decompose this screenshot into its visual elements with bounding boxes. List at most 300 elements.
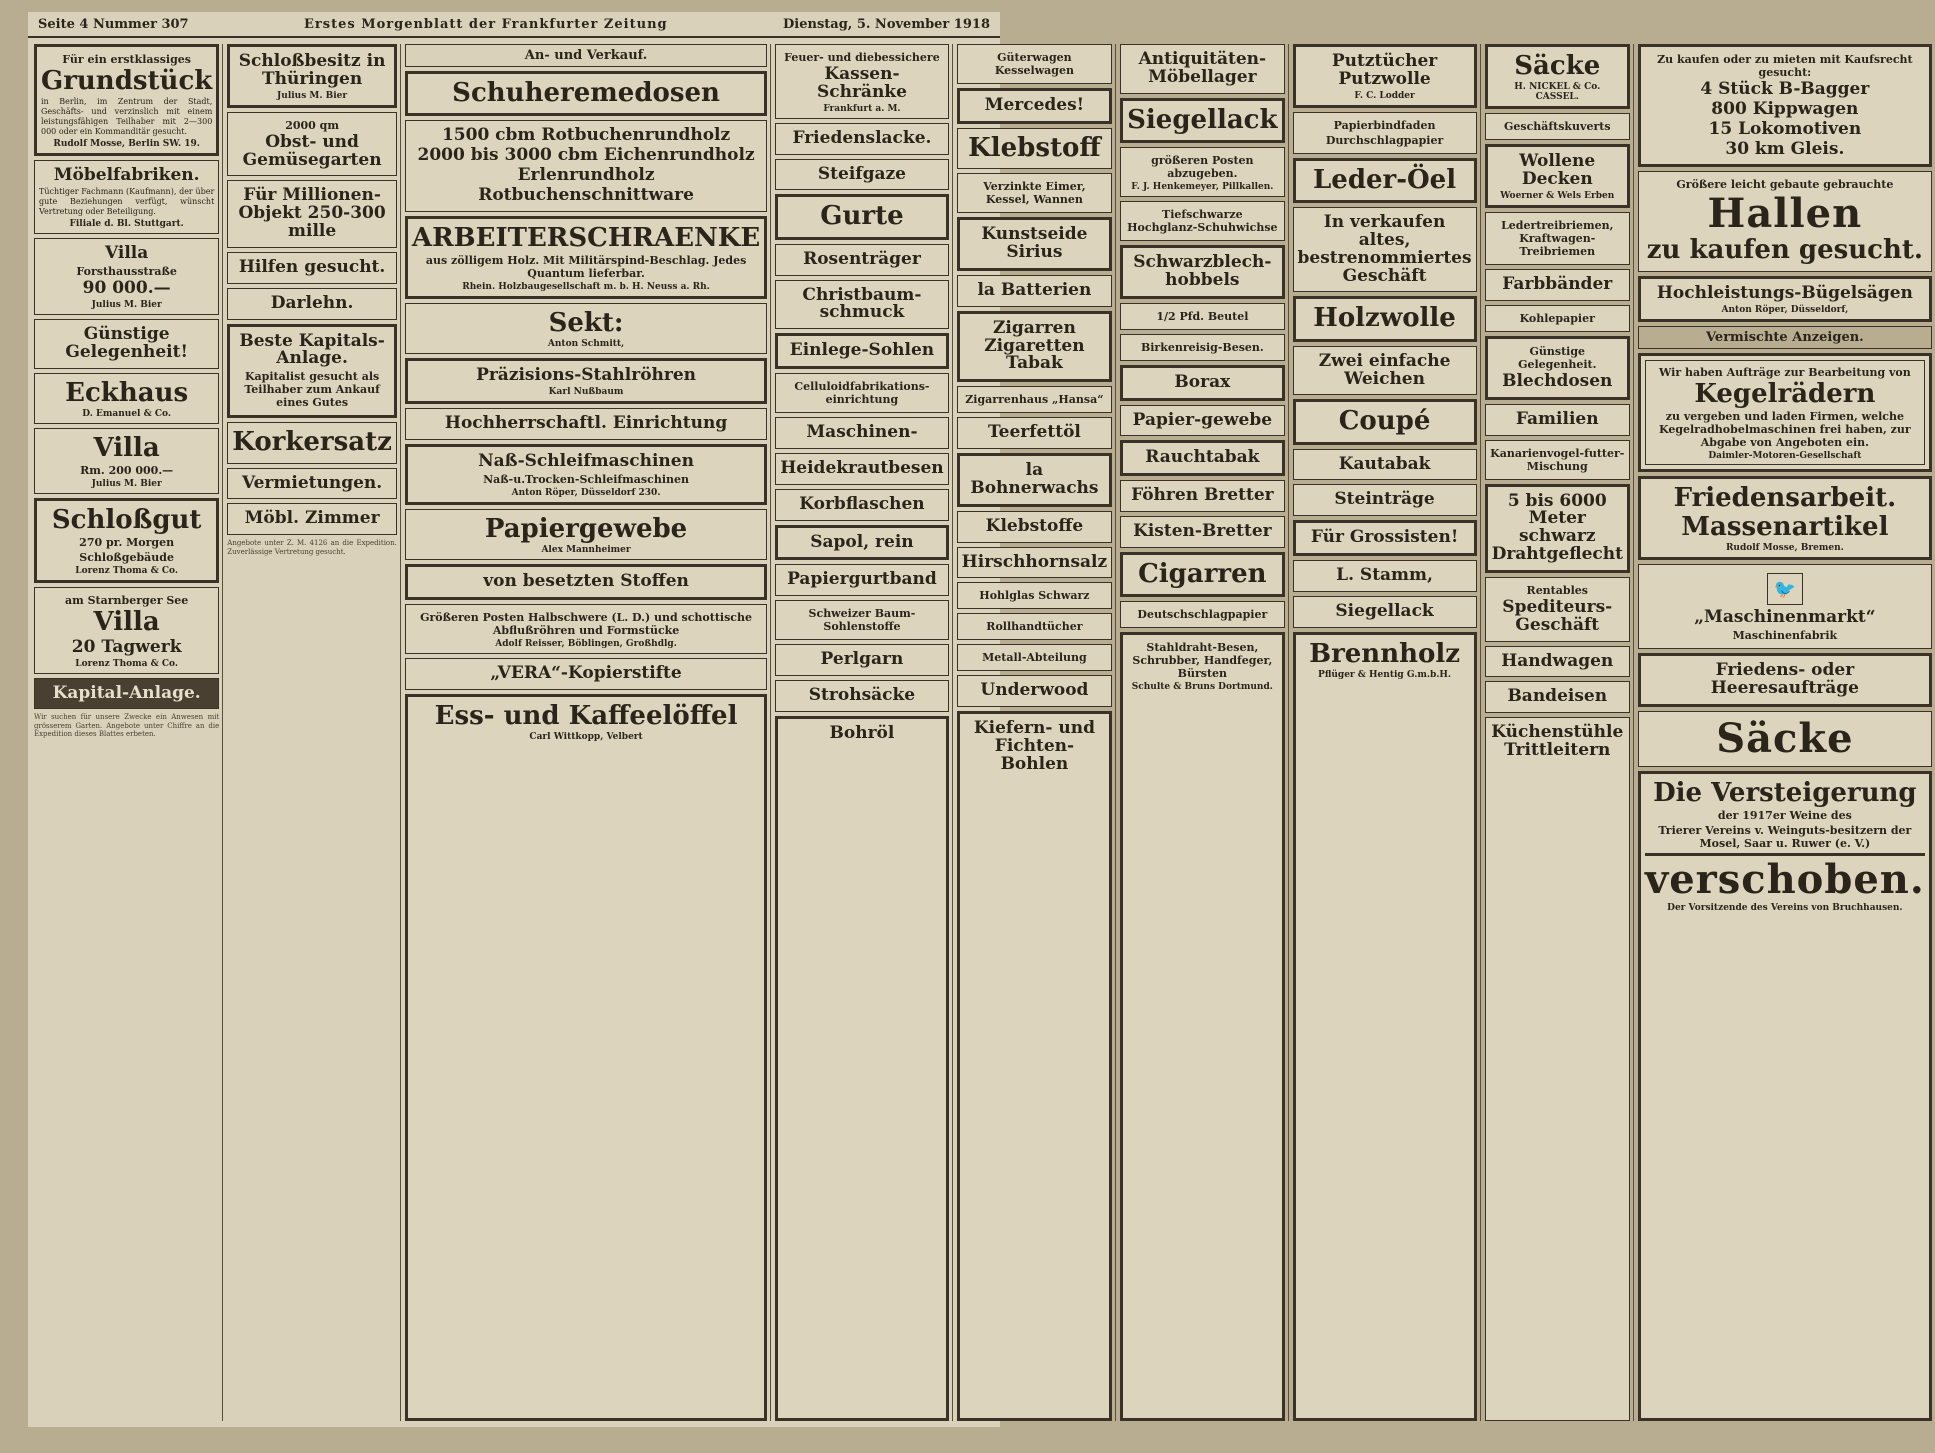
ad-footer: H. NICKEL & Co. CASSEL. (1514, 82, 1601, 103)
ad-body: aus zölligem Holz. Mit Militärspind-Beschlag. Jedes Quantum lieferbar. (425, 253, 747, 280)
ad-footer: Lorenz Thoma & Co. (75, 658, 178, 669)
ad-coupe (1293, 399, 1477, 444)
ad-title: Verzinkte Eimer, Kessel, Wannen (983, 180, 1086, 207)
ad-korkersatz (227, 422, 397, 463)
ad-title: Steinträge (1334, 489, 1435, 510)
ad-footer: Filiale d. Bl. Stuttgart. (69, 219, 184, 230)
ad-gelegenheit (34, 319, 219, 369)
ad-title: 1500 cbm Rotbuchenrundholz (441, 125, 731, 146)
ad-hilfen (227, 252, 397, 284)
ad-gueterwagen (957, 44, 1112, 84)
ad-arbeiterschraenke (405, 216, 767, 299)
ad-subtitle: Naß-u.Trocken-Schleifmaschinen (483, 472, 689, 486)
ad-title: Schuheremedosen (452, 78, 720, 108)
ad-papiergewebe (405, 509, 767, 560)
ad-siegellack-2 (1293, 596, 1477, 628)
ad-mercedes (957, 88, 1112, 124)
ad-title: Klebstoffe (985, 515, 1084, 536)
ad-body: Tüchtiger Fachmann (Kaufmann), der über gute Beziehungen verfügt, wünscht Vertretung oder Beteiligung. (39, 187, 215, 217)
ad-kunstseide (957, 217, 1112, 271)
ad-body: Kapitalist gesucht als Teilhaber zum Ankauf eines Gutes (244, 370, 380, 410)
bird-logo-icon: 🐦 (1767, 573, 1803, 605)
ad-body: in Berlin, im Zentrum der Stadt, Geschäfts- und verzinslich mit einem leistungsfähigen Teilhaber mit 2—300 000 oder ein Kommanditär gesucht. (41, 97, 213, 137)
ad-title: Bandeisen (1507, 686, 1608, 707)
column-5 (957, 44, 1116, 1421)
ad-title: Beste Kapitals-Anlage. (239, 330, 385, 369)
ad-rundholz (405, 120, 767, 211)
ad-footer: Karl Nußbaum (548, 387, 624, 398)
ad-hirschhornsalz (957, 547, 1112, 579)
ad-underwood (957, 675, 1112, 707)
ad-schlossgut (34, 498, 219, 583)
ad-stahldraht-besen (1120, 632, 1284, 1421)
ad-title: Birkenreisig-Besen. (1140, 340, 1264, 354)
ad-farbbaender (1485, 269, 1630, 301)
ad-subtitle: Günstige Gelegenheit. (1518, 344, 1597, 371)
ad-title: Cigarren (1138, 558, 1267, 589)
small-print: Wir suchen für unsere Zwecke ein Anwesen mit grösserem Garten. Angebote unter Chiffre an die Expedition dieses Blattes erbeten. (34, 713, 220, 739)
ad-footer: Daimler-Motoren-Gesellschaft (1708, 450, 1862, 461)
column-4 (775, 44, 952, 1421)
ad-title: Familien (1515, 408, 1599, 429)
ad-title: Metall-Abteilung (982, 651, 1087, 665)
ad-title: Spediteurs-Geschäft (1502, 596, 1613, 635)
ad-title: Antiquitäten-Möbellager (1138, 49, 1267, 87)
ad-subtitle: Forsthausstraße (76, 264, 177, 278)
ad-heidekrautbesen (775, 453, 948, 485)
ad-sekt (405, 303, 767, 354)
ad-bohlen (957, 711, 1112, 1421)
ad-subtitle: Größere leicht gebaute gebrauchte (1676, 178, 1894, 192)
ad-versteigerung (1638, 771, 1932, 1421)
ad-korbflaschen (775, 489, 948, 521)
ad-maschinenmarkt (1638, 564, 1932, 649)
ad-title: Möbelfabriken. (53, 165, 200, 186)
ad-title: Schwarzblech-hobbels (1133, 251, 1272, 290)
column-7 (1293, 44, 1481, 1421)
ad-putztuecher (1293, 44, 1477, 108)
ad-title: Einlege-Sohlen (789, 340, 935, 361)
ad-title: Die Versteigerung (1653, 777, 1917, 808)
ad-bandeisen (1485, 681, 1630, 713)
ad-hallen (1638, 171, 1932, 271)
newspaper-page (28, 12, 1925, 1427)
ad-title: ARBEITERSCHRAENKE (411, 222, 761, 253)
ad-title: Papiergurtband (787, 569, 937, 590)
ad-title: Kunstseide Sirius (981, 224, 1088, 262)
ad-title: la Bohnerwachs (970, 460, 1099, 498)
ad-title: Darlehn. (270, 292, 354, 313)
ad-kautabak (1293, 449, 1477, 481)
ad-title: Schloßbesitz in Thüringen (238, 51, 386, 89)
ad-strohsaecke (775, 680, 948, 712)
ad-weichen (1293, 346, 1477, 396)
ad-maschinen (775, 417, 948, 449)
ad-title: Möbl. Zimmer (244, 508, 380, 529)
ad-kapital-anlage (34, 678, 219, 710)
ad-title: Underwood (980, 680, 1089, 701)
ad-title: Für Grossisten! (1310, 527, 1459, 548)
ad-title: Zigarrenhaus „Hansa“ (965, 393, 1104, 407)
ad-footer: Lorenz Thoma & Co. (75, 566, 178, 577)
ad-papierbindfaden (1293, 112, 1477, 154)
ad-steintraege (1293, 484, 1477, 516)
ad-footer: Woerner & Wels Erben (1500, 190, 1615, 201)
ad-batterien (957, 275, 1112, 307)
ad-christbaumschmuck (775, 280, 948, 330)
ad-subtitle: Trierer Vereins v. Weinguts-besitzern der Mosel, Saar u. Ruwer (e. V.) (1658, 824, 1912, 851)
ad-brennholz (1293, 632, 1477, 1421)
ad-bohnerwachs (957, 453, 1112, 507)
ad-footer: Pflüger & Hentig G.m.b.H. (1318, 670, 1452, 681)
ad-einrichtung (405, 408, 767, 440)
ad-blechdosen (1485, 336, 1630, 400)
ad-title: Deutschschlagpapier (1137, 608, 1268, 622)
ad-kopierstifte (405, 658, 767, 690)
ad-title: Größeren Posten Halbschwere (L. D.) und schottische Abflußröhren und Formstücke (420, 610, 752, 637)
ad-steifgaze (775, 159, 948, 191)
ad-title: Handwagen (1501, 650, 1614, 671)
ad-abflussroehren (405, 604, 767, 654)
ad-title: „VERA“-Kopierstifte (490, 662, 682, 683)
ad-buegelsaegen (1638, 276, 1932, 322)
ad-footer: D. Emanuel & Co. (82, 408, 172, 419)
ad-title: Friedens- oder Heeresaufträge (1710, 660, 1859, 699)
ad-eckhaus (34, 373, 219, 424)
ad-bohroel (775, 716, 948, 1421)
ad-saecke-2 (1638, 711, 1932, 767)
ad-title: Eckhaus (65, 377, 189, 408)
ad-footer: Frankfurt a. M. (823, 103, 901, 114)
ad-title: Gurte (820, 201, 904, 232)
ad-teerfettoel (957, 417, 1112, 449)
ad-title: Schweizer Baum-Sohlenstoffe (808, 607, 916, 634)
ad-title: Hilfen gesucht. (238, 256, 386, 277)
ad-title: Rollhandtücher (986, 620, 1083, 634)
ad-grossisten (1293, 520, 1477, 556)
ad-footer: Der Vorsitzende des Vereins von Bruchhausen. (1667, 903, 1903, 914)
ad-title: Kohlepapier (1519, 311, 1595, 325)
ad-title: la Batterien (977, 279, 1092, 300)
ad-title: Küchenstühle Trittleitern (1491, 722, 1624, 761)
ad-line: 800 Kippwagen (1711, 98, 1859, 119)
page-number: Seite 4 Nummer 307 (38, 16, 189, 32)
ad-price: Rm. 200 000.— (80, 464, 174, 478)
ad-footer: Rudolf Mosse, Bremen. (1725, 543, 1844, 554)
ad-millionen-objekt (227, 180, 397, 248)
ad-klebstoff-1 (957, 128, 1112, 169)
ad-title: Hohlglas Schwarz (979, 589, 1090, 603)
ad-title: Säcke (1716, 714, 1854, 762)
ad-bagger (1638, 44, 1932, 167)
ad-papiergewebe-2 (1120, 405, 1284, 437)
ad-body: Wir haben Aufträge zur Bearbeitung von (1659, 365, 1911, 379)
newspaper-title: Erstes Morgenblatt der Frankfurter Zeitung (304, 16, 668, 32)
ad-rollhandtuecher (957, 613, 1112, 640)
ad-footer: Alex Mannheimer (541, 545, 631, 556)
ad-heeresauftraege (1638, 653, 1932, 707)
ad-cigarren (1120, 552, 1284, 597)
ad-kassenschraenke (775, 44, 948, 119)
ad-klebstoffe-2 (957, 511, 1112, 543)
ad-hohlglas (957, 582, 1112, 609)
ad-geschaeftskuverts (1485, 113, 1630, 140)
ad-pfd-beutel (1120, 303, 1284, 330)
column-6 (1120, 44, 1288, 1421)
ad-title: Kassen-Schränke (816, 64, 907, 102)
ad-price: 270 pr. Morgen (79, 536, 175, 550)
ad-title: Föhren Bretter (1131, 485, 1274, 506)
ad-title: Schloßgut (51, 505, 202, 536)
ad-title: Villa (105, 243, 149, 264)
ad-eimer (957, 173, 1112, 213)
column-3 (405, 44, 771, 1421)
ad-title: Siegellack (1335, 601, 1434, 622)
ad-speditions (1485, 577, 1630, 642)
ad-subtitle: Rentables (1526, 583, 1588, 597)
ad-footer: Julius M. Bier (277, 90, 348, 101)
masthead (28, 12, 1000, 38)
ad-subtitle: Feuer- und diebessichere (784, 51, 940, 64)
ad-title: Zigarren Zigaretten Tabak (984, 317, 1085, 374)
ad-holzwolle (1293, 296, 1477, 341)
ad-title: In verkaufen altes, bestrenommiertes Geschäft (1297, 211, 1472, 286)
ad-drahtgeflecht (1485, 484, 1630, 573)
ad-subtitle: Durchschlagpapier (1325, 133, 1444, 147)
ad-title: Rauchtabak (1145, 447, 1260, 468)
ad-footer: F. C. Lodder (1354, 90, 1415, 101)
ad-saecke-1 (1485, 44, 1630, 109)
ad-footer: Julius M. Bier (91, 479, 162, 490)
ad-title: Coupé (1338, 406, 1431, 437)
ad-title: Villa (93, 607, 160, 638)
ad-footer: Anton Schmitt, (547, 339, 625, 350)
ad-title: Kisten-Bretter (1133, 521, 1272, 542)
ad-title: Farbbänder (1502, 273, 1613, 294)
ad-line: 4 Stück B-Bagger (1700, 79, 1870, 99)
ad-title: Kegelrädern (1694, 378, 1876, 409)
ad-title: Hochherrschaftl. Einrichtung (444, 413, 728, 434)
ad-wollene-decken (1485, 144, 1630, 208)
ad-schlossbesitz (227, 44, 397, 108)
ad-title: Kautabak (1338, 453, 1431, 474)
ad-title: Putztücher Putzwolle (1331, 51, 1438, 89)
ad-title: Brennholz (1309, 638, 1461, 669)
ad-footer: Rudolf Mosse, Berlin SW. 19. (53, 139, 200, 150)
ad-rosentraeger (775, 244, 948, 276)
ad-handwagen (1485, 646, 1630, 678)
ad-title: Wollene Decken (1519, 151, 1596, 190)
ad-title: Obst- und Gemüsegarten (242, 131, 382, 170)
ad-title: „Maschinenmarkt“ (1694, 607, 1876, 628)
ad-title: Celluloidfabrikations-einrichtung (794, 380, 930, 407)
ad-subtitle: am Starnberger See (65, 594, 189, 608)
ad-kegelraeder (1638, 353, 1932, 472)
ad-subtitle: Rotbuchenschnittware (478, 184, 694, 205)
column-1 (34, 44, 223, 1421)
ad-footer: Anton Röper, Düsseldorf, (1721, 304, 1849, 315)
ad-lederoel (1293, 158, 1477, 203)
ad-stahlroehren (405, 358, 767, 404)
ad-title: Kanarienvogel-futter-Mischung (1490, 446, 1625, 473)
ad-baumsohlenstoffe (775, 600, 948, 640)
ad-price: 20 Tagwerk (71, 636, 182, 657)
ad-title: Hirschhornsalz (961, 551, 1108, 572)
ad-subtitle: Maschinenfabrik (1732, 629, 1838, 643)
ad-villa-1 (34, 238, 219, 315)
ad-title: Mercedes! (984, 95, 1085, 115)
ad-geschaeft (1293, 207, 1477, 292)
ad-vermietungen (227, 468, 397, 500)
ad-title: Naß-Schleifmaschinen (478, 450, 694, 471)
ad-zigarren (957, 311, 1112, 383)
ad-treibriemen (1485, 212, 1630, 265)
ad-stamm (1293, 560, 1477, 592)
ad-starnberger-villa (34, 587, 219, 673)
ad-title: Kiefern- und Fichten-Bohlen (973, 718, 1095, 774)
ad-moebl-zimmer (227, 503, 397, 535)
ad-footer: Adolf Reisser, Böblingen, Großhdlg. (495, 638, 677, 649)
ad-title: 1/2 Pfd. Beutel (1156, 309, 1249, 323)
ad-title: Perlgarn (820, 649, 904, 670)
ad-title: Teerfettöl (987, 422, 1081, 443)
ad-perlgarn (775, 644, 948, 676)
ad-title: Ess- und Kaffeelöffel (434, 700, 738, 731)
ad-price: 90 000.— (82, 277, 171, 298)
issue-date: Dienstag, 5. November 1918 (783, 16, 990, 32)
ad-friedensarbeit (1638, 476, 1932, 561)
ad-schuhwichse (1120, 201, 1284, 241)
ad-title: Kapital-Anlage. (52, 682, 201, 703)
ad-footer: Rhein. Holzbaugesellschaft m. b. H. Neuss a. Rh. (462, 281, 710, 292)
ad-schwarzblech (1120, 245, 1284, 299)
ad-subtitle: zu vergeben und laden Firmen, welche Kegelradhobelmaschinen frei haben, zur Abgabe von Angeboten ein. (1659, 409, 1911, 449)
column-2 (227, 44, 401, 1421)
section-heading: An- und Verkauf. (405, 44, 767, 67)
ad-title: Präzisions-Stahlröhren (476, 365, 697, 386)
ad-headline: verschoben. (1644, 856, 1925, 904)
section-heading: Vermischte Anzeigen. (1638, 326, 1932, 349)
ad-title: Stahldraht-Besen, Schrubber, Handfeger, Bürsten (1132, 641, 1273, 681)
ad-subtitle: 2000 qm (285, 118, 339, 132)
ad-antiquitaeten (1120, 44, 1284, 94)
ad-title: Maschinen- (806, 422, 918, 443)
ad-title: Für Millionen-Objekt 250-300 mille (238, 185, 386, 242)
ad-title: Sapol, rein (810, 531, 914, 552)
ad-title: Papierbindfaden (1333, 118, 1436, 132)
ad-title: zu kaufen gesucht. (1646, 235, 1923, 266)
ad-title: Blechdosen (1502, 370, 1613, 391)
ad-title: Rosenträger (803, 248, 921, 269)
ad-title: Christbaum-schmuck (802, 284, 922, 323)
ad-footer: Anton Röper, Düsseldorf 230. (511, 487, 661, 498)
ad-footer: F. J. Henkemeyer, Pillkallen. (1131, 181, 1274, 192)
ad-title: Hochleistungs-Bügelsägen (1656, 282, 1913, 303)
ad-zigarrenhaus (957, 386, 1112, 413)
ad-kuechenstuehle (1485, 717, 1630, 1421)
ad-title: größeren Posten abzugeben. (1151, 153, 1254, 180)
ad-kistenbretter (1120, 516, 1284, 548)
ad-line: 30 km Gleis. (1725, 138, 1845, 159)
ad-obstgarten (227, 112, 397, 177)
ad-subtitle: Erlenrundholz (517, 164, 655, 185)
ad-kohlepapier (1485, 305, 1630, 332)
ad-subtitle: Schloßgebäude (79, 551, 174, 565)
ad-title: Friedensarbeit. (1673, 482, 1897, 513)
ad-title: Günstige Gelegenheit! (65, 323, 188, 362)
ad-siegellack-1 (1120, 98, 1284, 143)
ad-title: Bohröl (829, 722, 895, 743)
ad-title: Korkersatz (232, 427, 392, 458)
ad-kanarienfutter (1485, 440, 1630, 480)
ad-foehren (1120, 480, 1284, 512)
ad-metall (957, 644, 1112, 671)
ad-einlegesohlen (775, 333, 948, 369)
ad-title: Steifgaze (817, 163, 906, 184)
ad-title: L. Stamm, (1336, 565, 1433, 586)
column-9 (1638, 44, 1935, 1421)
ad-title: Leder-Öel (1313, 164, 1457, 195)
ad-papiergurtband (775, 564, 948, 596)
ad-rauchtabak (1120, 440, 1284, 476)
ad-inner-frame (1645, 360, 1925, 465)
ad-familien (1485, 404, 1630, 436)
ad-title: Grundstück (41, 66, 213, 96)
columns (34, 44, 1925, 1421)
ad-borax (1120, 365, 1284, 401)
ad-title: Säcke (1514, 51, 1601, 81)
ad-subtitle: Massenartikel (1681, 512, 1889, 543)
ad-title: Papier-gewebe (1132, 409, 1273, 430)
ad-title: Klebstoff (968, 132, 1101, 163)
ad-footer: Carl Wittkopp, Velbert (529, 732, 643, 743)
ad-darlehn (227, 288, 397, 320)
ad-title: Vermietungen. (241, 472, 383, 493)
ad-subtitle: 2000 bis 3000 cbm Eichenrundholz (417, 145, 755, 166)
ad-title: Villa (93, 432, 160, 463)
ad-title: Sekt: (548, 307, 624, 338)
ad-line: 15 Lokomotiven (1708, 118, 1862, 139)
column-8 (1485, 44, 1634, 1421)
ad-title: Zwei einfache Weichen (1318, 350, 1451, 389)
ad-title: Papiergewebe (484, 513, 688, 544)
ad-title: Geschäftskuverts (1504, 120, 1611, 134)
ad-villa-2 (34, 428, 219, 494)
ad-birkenreisig (1120, 334, 1284, 361)
ad-title: Heidekrautbesen (780, 457, 944, 478)
ad-schuheremedosen (405, 71, 767, 116)
ad-stoffe (405, 564, 767, 600)
ad-kapitalsanlage (227, 324, 397, 419)
ad-title: Holzwolle (1313, 303, 1456, 334)
ad-subtitle: der 1917er Weine des (1717, 809, 1852, 823)
ad-title: Tiefschwarze Hochglanz-Schuhwichse (1127, 207, 1278, 234)
ad-friedenslacke (775, 123, 948, 155)
ad-title: Korbflaschen (799, 493, 925, 514)
ad-posten (1120, 147, 1284, 197)
ad-schleifmaschinen (405, 444, 767, 505)
ad-sapol (775, 525, 948, 561)
ad-loeffel (405, 694, 767, 1421)
ad-celluloid (775, 373, 948, 413)
ad-grundstueck (34, 44, 219, 156)
ad-footer: Julius M. Bier (91, 299, 162, 310)
ad-heading: Zu kaufen oder zu mieten mit Kaufsrecht gesucht: (1657, 53, 1913, 79)
ad-footer: Schulte & Bruns Dortmund. (1131, 682, 1273, 693)
ad-title: Friedenslacke. (792, 127, 932, 148)
ad-heading: Für ein erstklassiges (62, 53, 191, 66)
ad-title: Güterwagen Kesselwagen (994, 51, 1074, 77)
